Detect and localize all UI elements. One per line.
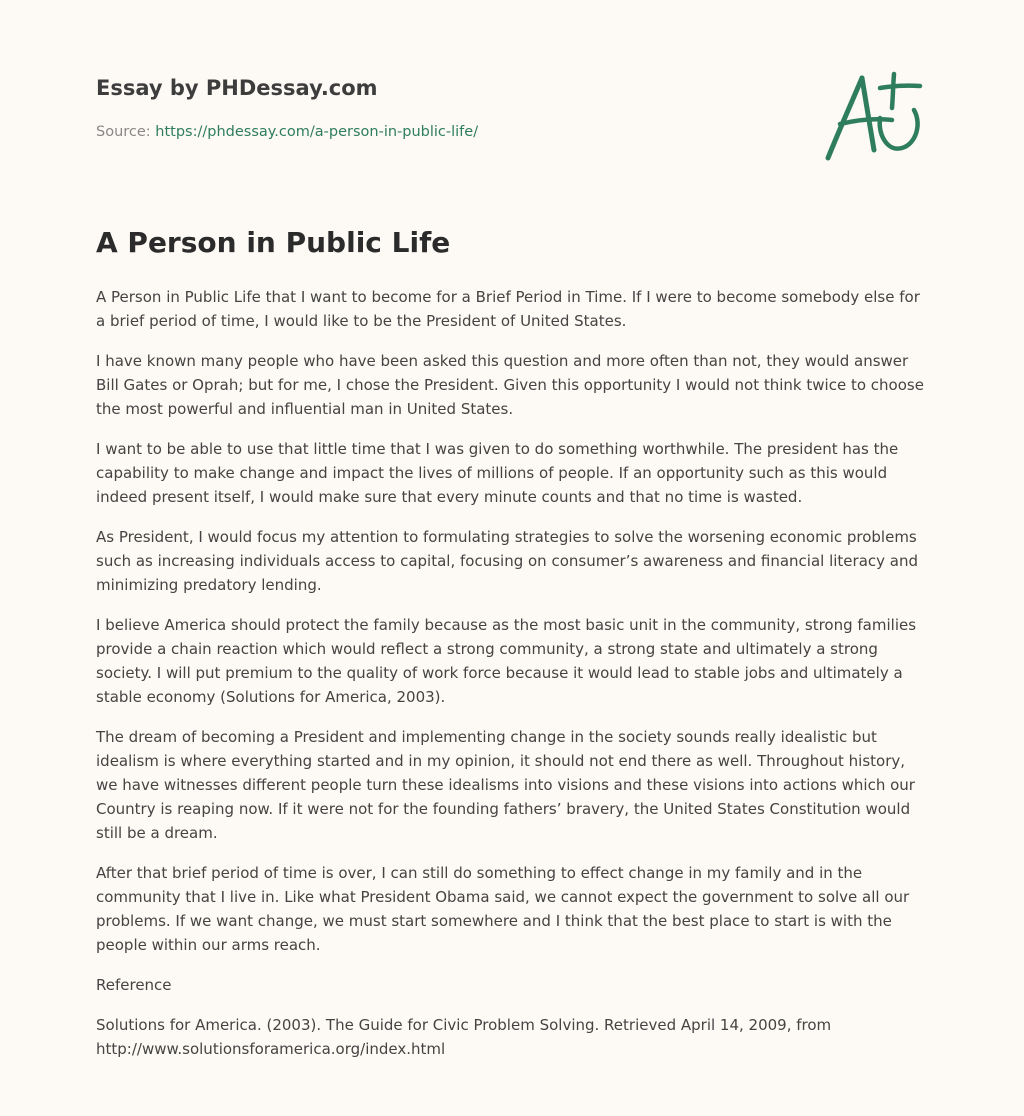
essay-paragraph: A Person in Public Life that I want to become for a Brief Period in Time. If I were to become somebody else for a brief period of time, I would like to be the President of United States. bbox=[96, 288, 920, 330]
essay-title: A Person in Public Life bbox=[96, 226, 451, 259]
source-link[interactable]: https://phdessay.com/a-person-in-public-life/ bbox=[155, 124, 479, 140]
source-label: Source: bbox=[96, 124, 151, 140]
reference-entry: Solutions for America. (2003). The Guide for Civic Problem Solving. Retrieved April 14, 2009, from http://www.solutionsforamerica.org/index.html bbox=[96, 1016, 832, 1058]
site-title: Essay by PHDessay.com bbox=[96, 76, 378, 100]
essay-paragraph: As President, I would focus my attention to formulating strategies to solve the worsening economic problems such as increasing individuals access to capital, focusing on consumer’s awareness and financial literacy and minimizing predatory lending. bbox=[96, 528, 919, 594]
essay-paragraph: The dream of becoming a President and implementing change in the society sounds really idealistic but idealism is where everything started and in my opinion, it should not end there as well. Throughout history, we have witnesses different people turn these idealisms into visions and these visions into actions which our Country is reaping now. If it were not for the founding fathers’ bravery, the United States Constitution would still be a dream. bbox=[96, 728, 915, 842]
essay-paragraph: I have known many people who have been asked this question and more often than not, they would answer Bill Gates or Oprah; but for me, I chose the President. Given this opportunity I would not think twice to choose the most powerful and influential man in United States. bbox=[96, 352, 924, 418]
essay-paragraph: I believe America should protect the family because as the most basic unit in the community, strong families provide a chain reaction which would reflect a strong community, a strong state and ultimately a strong society. I will put premium to the quality of work force because it would lead to stable jobs and ultimately a stable economy (Solutions for America, 2003). bbox=[96, 616, 917, 706]
essay-paragraph: After that brief period of time is over, I can still do something to effect change in my family and in the community that I live in. Like what President Obama said, we cannot expect the government to solve all our problems. If we want change, we must start somewhere and I think that the best place to start is with the people within our arms reach. bbox=[96, 864, 910, 954]
essay-paragraph: I want to be able to use that little time that I was given to do something worthwhile. The president has the capability to make change and impact the lives of millions of people. If an opportunity such as this would indeed present itself, I would make sure that every minute counts and that no time is wasted. bbox=[96, 440, 899, 506]
source-line bbox=[96, 124, 478, 140]
a-plus-logo-icon bbox=[818, 68, 930, 164]
essay-body bbox=[96, 285, 930, 1077]
reference-heading: Reference bbox=[96, 976, 172, 994]
